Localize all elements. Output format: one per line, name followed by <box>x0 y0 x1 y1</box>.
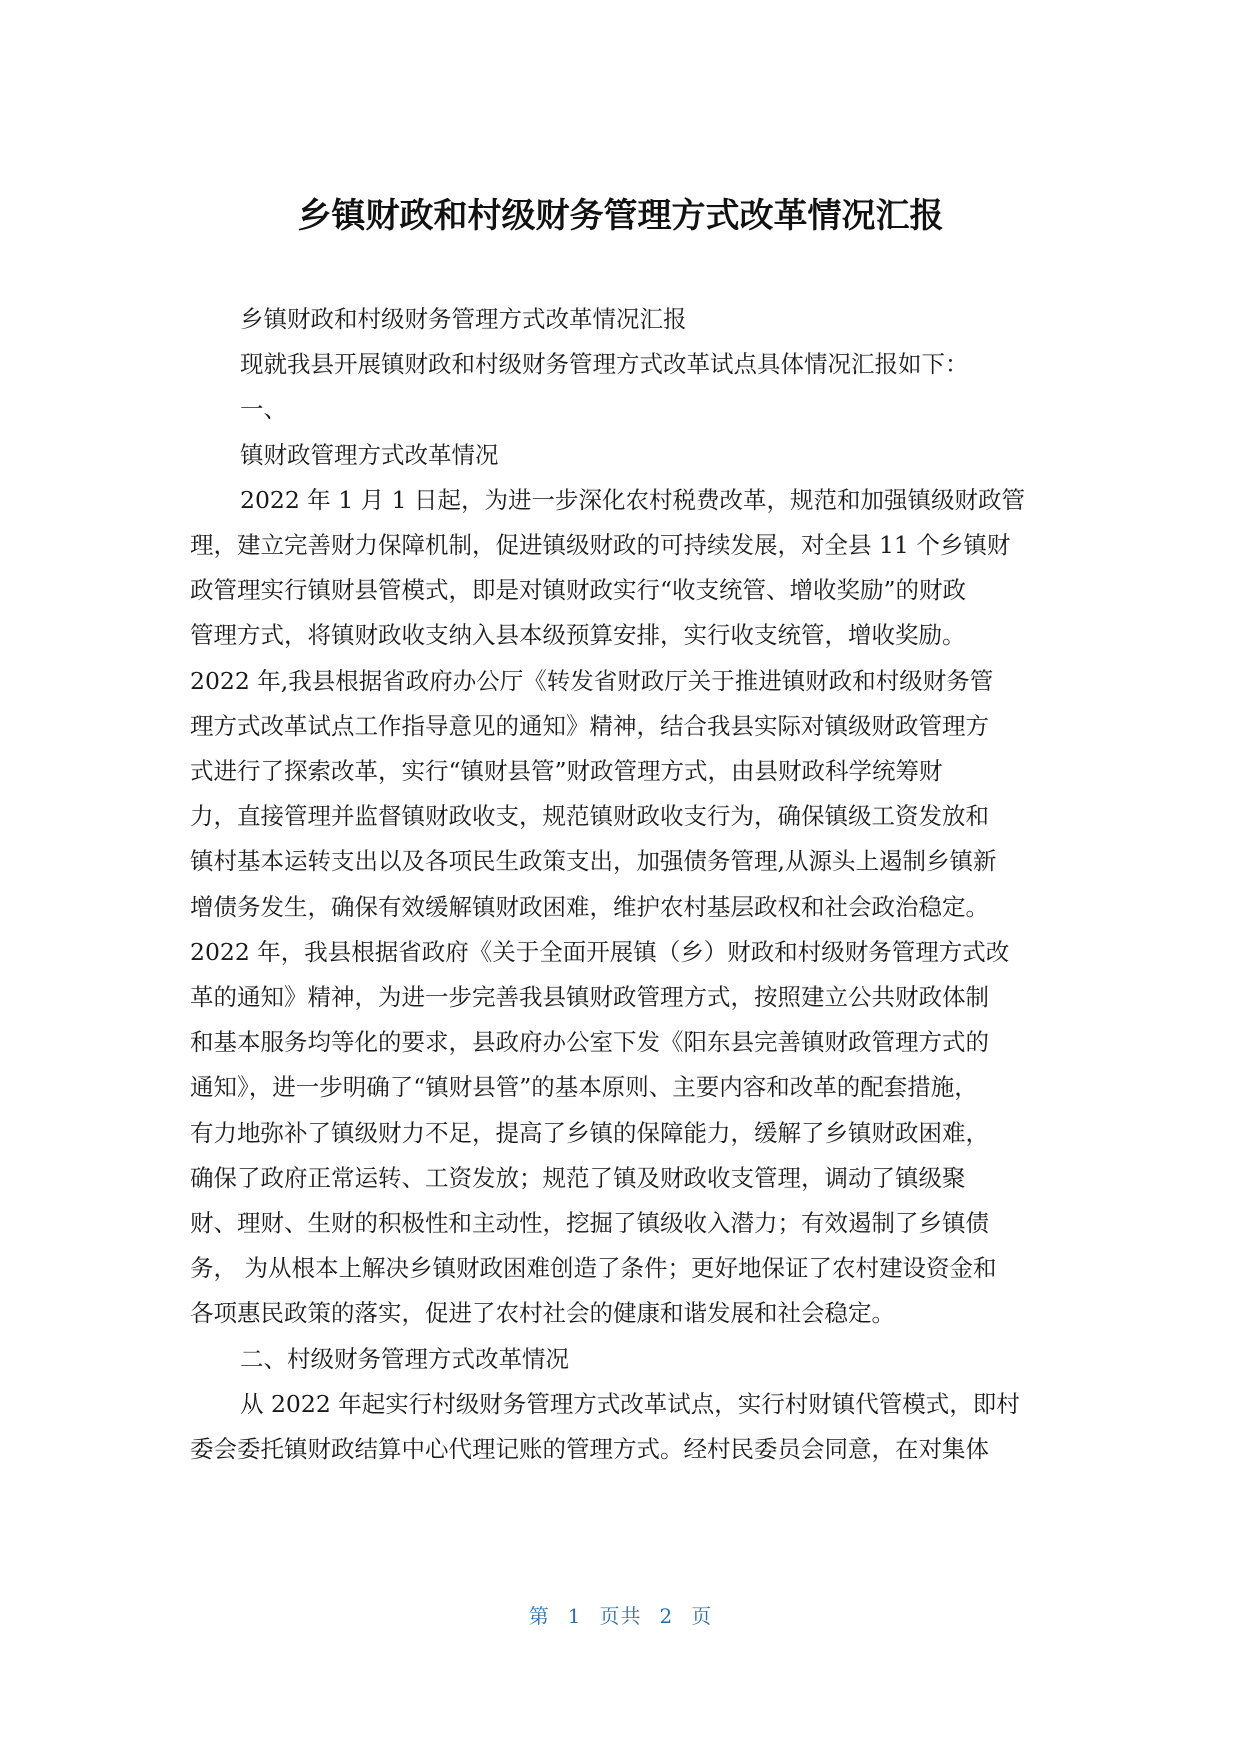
document-title: 乡镇财政和村级财务管理方式改革情况汇报 <box>297 196 944 236</box>
footer-current-page: 1 <box>567 1604 582 1628</box>
paragraph-section-number: 一、 <box>240 395 287 424</box>
text-line: 和基本服务均等化的要求，县政府办公室下发《阳东县完善镇财政管理方式的 <box>190 1028 989 1057</box>
paragraph-2022-c <box>190 930 1055 1337</box>
paragraph-section-heading: 镇财政管理方式改革情况 <box>240 440 499 469</box>
text-line: 通知》，进一步明确了“镇财县管”的基本原则、主要内容和改革的配套措施， <box>190 1073 978 1102</box>
text-line: 理方式改革试点工作指导意见的通知》精神，结合我县实际对镇级财政管理方 <box>190 711 989 740</box>
footer-total-pages: 2 <box>659 1604 674 1628</box>
text-line: 镇村基本运转支出以及各项民生政策支出，加强债务管理,从源头上遏制乡镇新 <box>190 847 997 876</box>
footer-page-label: 第 <box>528 1604 550 1628</box>
text-line: 务， 为从根本上解决乡镇财政困难创造了条件；更好地保证了农村建设资金和 <box>190 1254 997 1283</box>
text-line: 有力地弥补了镇级财力不足，提高了乡镇的保障能力，缓解了乡镇财政困难， <box>190 1118 989 1147</box>
paragraph-2022-a <box>190 478 1055 659</box>
text-line: 财、理财、生财的积极性和主动性，挖掘了镇级收入潜力；有效遏制了乡镇债 <box>190 1209 989 1238</box>
paragraph-subtitle: 乡镇财政和村级财务管理方式改革情况汇报 <box>240 305 687 333</box>
text-line: 2022 年,我县根据省政府办公厅《转发省财政厅关于推进镇财政和村级财务管 <box>190 666 994 695</box>
footer-page-suffix: 页 <box>691 1604 713 1628</box>
paragraph-intro: 现就我县开展镇财政和村级财务管理方式改革试点具体情况汇报如下： <box>240 350 969 379</box>
text-line: 革的通知》精神，为进一步完善我县镇财政管理方式，按照建立公共财政体制 <box>190 983 989 1012</box>
page-footer <box>0 1600 1241 1629</box>
text-line: 增债务发生，确保有效缓解镇财政困难，维护农村基层政权和社会政治稳定。 <box>190 892 989 921</box>
text-line: 管理方式，将镇财政收支纳入县本级预算安排，实行收支统管，增收奖励。 <box>190 621 966 650</box>
paragraph-section-two-heading: 二、村级财务管理方式改革情况 <box>240 1344 569 1373</box>
text-line: 政管理实行镇财县管模式，即是对镇财政实行“收支统管、增收奖励”的财政 <box>190 576 967 605</box>
text-line: 2022 年 1 月 1 日起，为进一步深化农村税费改革，规范和加强镇级财政管 <box>240 485 1026 514</box>
footer-total-label: 页共 <box>599 1604 642 1628</box>
document-body <box>190 297 1055 1472</box>
text-line: 式进行了探索改革，实行“镇财县管”财政管理方式，由县财政科学统筹财 <box>190 757 943 786</box>
paragraph-village-reform <box>190 1382 1055 1472</box>
text-line: 各项惠民政策的落实，促进了农村社会的健康和谐发展和社会稳定。 <box>190 1299 895 1328</box>
paragraph-2022-b <box>190 659 1055 930</box>
text-line: 确保了政府正常运转、工资发放；规范了镇及财政收支管理，调动了镇级聚 <box>190 1163 966 1192</box>
text-line: 理，建立完善财力保障机制，促进镇级财政的可持续发展，对全县 11 个乡镇财 <box>190 531 1011 560</box>
text-line: 力，直接管理并监督镇财政收支，规范镇财政收支行为，确保镇级工资发放和 <box>190 802 989 831</box>
text-line: 委会委托镇财政结算中心代理记账的管理方式。经村民委员会同意，在对集体 <box>190 1435 989 1464</box>
text-line: 2022 年，我县根据省政府《关于全面开展镇（乡）财政和村级财务管理方式改 <box>190 937 1010 966</box>
text-line: 从 2022 年起实行村级财务管理方式改革试点，实行村财镇代管模式，即村 <box>240 1389 1020 1418</box>
